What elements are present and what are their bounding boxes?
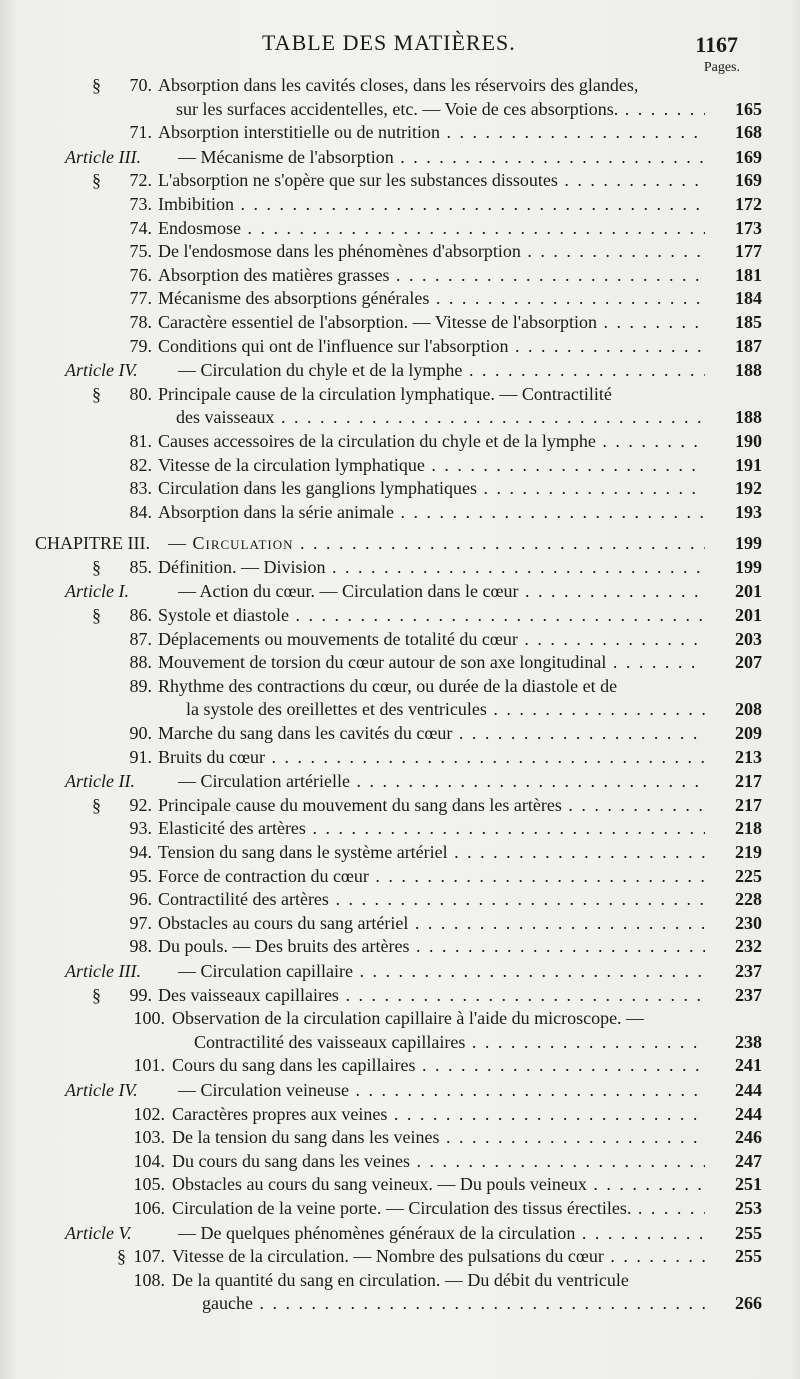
entry-number: 94. bbox=[129, 842, 152, 862]
entry-page: 251 bbox=[735, 1174, 762, 1195]
entry-page: 173 bbox=[735, 217, 762, 238]
entry-number: 75. bbox=[129, 241, 152, 262]
entry-number: 79. bbox=[129, 335, 152, 356]
entry-title: sur les surfaces accidentelles, etc. — Voie de ces absorptions. . . . bbox=[176, 98, 705, 122]
entry-number: 107. bbox=[133, 1246, 165, 1267]
entry-page: 230 bbox=[735, 912, 762, 933]
chapter-label: CHAPITRE III. bbox=[35, 533, 150, 554]
entry-number: 91. bbox=[129, 746, 152, 767]
entry-page: 207 bbox=[735, 652, 762, 673]
entry-number: 103. bbox=[133, 1127, 165, 1148]
pages-column-label: Pages. bbox=[703, 60, 740, 75]
page-header bbox=[0, 30, 800, 60]
toc-entry bbox=[0, 675, 800, 699]
toc-entry bbox=[0, 604, 800, 628]
toc-entry bbox=[0, 430, 800, 454]
section-sign: § bbox=[92, 75, 101, 95]
entry-page: 192 bbox=[735, 478, 762, 499]
entry-title: la systole des oreillettes et des ventricules . . . bbox=[186, 698, 705, 722]
toc-entry bbox=[0, 556, 800, 580]
toc-entry bbox=[0, 217, 800, 241]
entry-title: — Mécanisme de l'absorption . . . bbox=[178, 146, 705, 170]
entry-page: 193 bbox=[735, 501, 762, 522]
entry-page: 177 bbox=[735, 241, 762, 262]
toc-entry bbox=[0, 698, 800, 722]
section-sign: § bbox=[92, 383, 101, 404]
toc-entry bbox=[0, 912, 800, 936]
entry-title: Caractère essentiel de l'absorption. — Vitesse de l'absorption . . . bbox=[158, 311, 705, 335]
toc-entry bbox=[0, 1007, 800, 1031]
toc-entry bbox=[0, 193, 800, 217]
section-sign: § bbox=[117, 1246, 126, 1267]
entry-page: 244 bbox=[735, 1079, 762, 1100]
section-sign: § bbox=[92, 556, 101, 577]
toc-entry bbox=[0, 146, 800, 170]
toc-entry bbox=[0, 1222, 800, 1246]
entry-number: 95. bbox=[129, 865, 152, 886]
entry-title: Force de contraction du cœur . . . bbox=[158, 865, 705, 889]
entry-number: 81. bbox=[129, 430, 152, 451]
toc-entry bbox=[0, 746, 800, 770]
entry-number: 92. bbox=[129, 794, 152, 815]
entry-number: 93. bbox=[129, 818, 152, 839]
toc-entry bbox=[0, 1031, 800, 1055]
entry-number: 83. bbox=[129, 478, 152, 499]
toc-entry bbox=[0, 532, 800, 556]
article-label: Article IV. bbox=[65, 360, 138, 381]
entry-title: Principale cause de la circulation lymphatique. — Contractilité bbox=[158, 383, 612, 404]
entry-number: 86. bbox=[129, 605, 152, 626]
entry-page: 203 bbox=[735, 628, 762, 649]
entry-title: Marche du sang dans les cavités du cœur . . . bbox=[158, 722, 705, 746]
toc-entry bbox=[0, 359, 800, 383]
entry-title: Circulation dans les ganglions lymphatiques . . . bbox=[158, 477, 705, 501]
entry-page: 199 bbox=[735, 533, 762, 554]
entry-number: 100. bbox=[133, 1008, 165, 1029]
toc-entry bbox=[0, 722, 800, 746]
entry-page: 228 bbox=[735, 889, 762, 910]
entry-title: De l'endosmose dans les phénomènes d'absorption . . . bbox=[158, 240, 705, 264]
section-sign: § bbox=[92, 170, 101, 191]
entry-page: 255 bbox=[735, 1222, 762, 1243]
article-label: Article III. bbox=[65, 146, 141, 167]
toc-entry bbox=[0, 1269, 800, 1293]
toc-entry bbox=[0, 240, 800, 264]
entry-page: 266 bbox=[735, 1293, 762, 1314]
section-sign: § bbox=[92, 984, 101, 1005]
entry-title: gauche . . . bbox=[202, 1292, 705, 1316]
toc-entry bbox=[0, 1079, 800, 1103]
article-label: Article V. bbox=[65, 1222, 132, 1243]
entry-number: 73. bbox=[129, 193, 152, 214]
entry-title: — De quelques phénomènes généraux de la circulation . . . bbox=[178, 1222, 705, 1246]
entry-number: 82. bbox=[129, 454, 152, 475]
entry-page: 237 bbox=[735, 960, 762, 981]
entry-page: 217 bbox=[735, 794, 762, 815]
entry-page: 218 bbox=[735, 818, 762, 839]
toc-entry bbox=[0, 1245, 800, 1269]
toc-entry bbox=[0, 1292, 800, 1316]
page-number: 1167 bbox=[695, 32, 738, 57]
toc-entry bbox=[0, 335, 800, 359]
toc-entry bbox=[0, 770, 800, 794]
entry-number: 88. bbox=[129, 652, 152, 673]
entry-title: — Circulation veineuse . . . bbox=[178, 1079, 705, 1103]
entry-title: Du pouls. — Des bruits des artères . . . bbox=[158, 935, 705, 959]
entry-title: Des vaisseaux capillaires . . . bbox=[158, 984, 705, 1008]
entry-page: 232 bbox=[735, 936, 762, 957]
entry-number: 74. bbox=[129, 217, 152, 238]
toc-entry bbox=[0, 841, 800, 865]
entry-number: 102. bbox=[133, 1103, 165, 1124]
toc-entry bbox=[0, 888, 800, 912]
entry-number: 71. bbox=[129, 122, 152, 143]
toc-entry bbox=[0, 580, 800, 604]
entry-title: Mécanisme des absorptions générales . . . bbox=[158, 287, 705, 311]
entry-number: 96. bbox=[129, 889, 152, 910]
toc-entry bbox=[0, 1054, 800, 1078]
toc-entry bbox=[0, 264, 800, 288]
entry-number: 78. bbox=[129, 311, 152, 332]
entry-page: 165 bbox=[735, 98, 762, 119]
entry-page: 169 bbox=[735, 170, 762, 191]
toc-entry bbox=[0, 1126, 800, 1150]
entry-page: 181 bbox=[735, 264, 762, 285]
entry-page: 187 bbox=[735, 335, 762, 356]
entry-number: 104. bbox=[133, 1150, 165, 1171]
entry-page: 188 bbox=[735, 360, 762, 381]
entry-title: Principale cause du mouvement du sang dans les artères . . . bbox=[158, 794, 705, 818]
entry-title: Causes accessoires de la circulation du chyle et de la lymphe . . . bbox=[158, 430, 705, 454]
article-label: Article II. bbox=[65, 771, 135, 792]
entry-title: Observation de la circulation capillaire à l'aide du microscope. — bbox=[172, 1008, 645, 1029]
toc-entry bbox=[0, 406, 800, 430]
entry-title: L'absorption ne s'opère que sur les substances dissoutes . . . bbox=[158, 169, 705, 193]
entry-page: 169 bbox=[735, 146, 762, 167]
entry-number: 87. bbox=[129, 628, 152, 649]
toc-entry bbox=[0, 960, 800, 984]
entry-title: De la quantité du sang en circulation. — Du débit du ventricule bbox=[172, 1269, 629, 1290]
entry-title: Contractilité des artères . . . bbox=[158, 888, 705, 912]
entry-page: 253 bbox=[735, 1197, 762, 1218]
section-sign: § bbox=[92, 605, 101, 626]
entry-page: 185 bbox=[735, 311, 762, 332]
entry-page: 241 bbox=[735, 1055, 762, 1076]
entry-page: 184 bbox=[735, 288, 762, 309]
entry-page: 188 bbox=[735, 407, 762, 428]
toc-entry bbox=[0, 817, 800, 841]
entry-number: 77. bbox=[129, 288, 152, 309]
toc-entry bbox=[0, 501, 800, 525]
entry-page: 255 bbox=[735, 1246, 762, 1267]
article-label: Article III. bbox=[65, 960, 141, 981]
entry-title: — Action du cœur. — Circulation dans le cœur . . . bbox=[178, 580, 705, 604]
toc-entry bbox=[0, 121, 800, 145]
entry-title: Cours du sang dans les capillaires . . . bbox=[172, 1054, 705, 1078]
entry-page: 191 bbox=[735, 454, 762, 475]
entry-title: Endosmose . . . bbox=[158, 217, 705, 241]
entry-number: 98. bbox=[129, 936, 152, 957]
entry-number: 70. bbox=[129, 75, 152, 95]
article-label: Article I. bbox=[65, 581, 129, 602]
entry-title: Vitesse de la circulation lymphatique . . . bbox=[158, 454, 705, 478]
toc-entry bbox=[0, 287, 800, 311]
entry-page: 199 bbox=[735, 556, 762, 577]
entry-title: Rhythme des contractions du cœur, ou durée de la diastole et de bbox=[158, 675, 618, 696]
entry-title: Contractilité des vaisseaux capillaires . . . bbox=[194, 1031, 705, 1055]
entry-title: Bruits du cœur . . . bbox=[158, 746, 705, 770]
entry-title: Absorption dans la série animale . . . bbox=[158, 501, 705, 525]
entry-page: 237 bbox=[735, 984, 762, 1005]
entry-page: 209 bbox=[735, 723, 762, 744]
toc-entry bbox=[0, 454, 800, 478]
entry-title: Absorption interstitielle ou de nutrition . . . bbox=[158, 121, 705, 145]
entry-title: — Circulation . . . bbox=[168, 532, 705, 556]
entry-number: 108. bbox=[133, 1269, 165, 1290]
entry-page: 246 bbox=[735, 1127, 762, 1148]
entry-page: 225 bbox=[735, 865, 762, 886]
entry-page: 208 bbox=[735, 699, 762, 720]
toc-entry bbox=[0, 628, 800, 652]
toc-entry bbox=[0, 794, 800, 818]
entry-title: Mouvement de torsion du cœur autour de son axe longitudinal . . . bbox=[158, 651, 705, 675]
entry-page: 213 bbox=[735, 746, 762, 767]
entry-number: 72. bbox=[129, 170, 152, 191]
entry-number: 89. bbox=[129, 675, 152, 696]
entry-page: 217 bbox=[735, 771, 762, 792]
entry-title: des vaisseaux . . . bbox=[176, 406, 705, 430]
entry-number: 97. bbox=[129, 912, 152, 933]
entry-title: De la tension du sang dans les veines . . . bbox=[172, 1126, 705, 1150]
toc-entry bbox=[0, 865, 800, 889]
entry-number: 90. bbox=[129, 723, 152, 744]
entry-title: Définition. — Division . . . bbox=[158, 556, 705, 580]
entry-title: Absorption dans les cavités closes, dans les réservoirs des glandes, bbox=[158, 75, 639, 95]
toc-entry bbox=[0, 935, 800, 959]
toc-entry bbox=[0, 169, 800, 193]
entry-number: 80. bbox=[129, 383, 152, 404]
entry-title: Tension du sang dans le système artériel . . . bbox=[158, 841, 705, 865]
entry-number: 76. bbox=[129, 264, 152, 285]
entry-page: 219 bbox=[735, 842, 762, 862]
article-label: Article IV. bbox=[65, 1079, 138, 1100]
entry-title: Vitesse de la circulation. — Nombre des pulsations du cœur . . . bbox=[172, 1245, 705, 1269]
entry-title: Obstacles au cours du sang artériel . . . bbox=[158, 912, 705, 936]
entry-number: 99. bbox=[129, 984, 152, 1005]
toc-entry bbox=[0, 1103, 800, 1127]
toc-entry bbox=[0, 1197, 800, 1221]
entry-title: — Circulation capillaire . . . bbox=[178, 960, 705, 984]
entry-title: Circulation de la veine porte. — Circulation des tissus érectiles. . . . bbox=[172, 1197, 705, 1221]
entry-title: Imbibition . . . bbox=[158, 193, 705, 217]
entry-title: Elasticité des artères . . . bbox=[158, 817, 705, 841]
entry-title: Déplacements ou mouvements de totalité du cœur . . . bbox=[158, 628, 705, 652]
entry-title: — Circulation du chyle et de la lymphe . . . bbox=[178, 359, 705, 383]
toc-entry bbox=[0, 651, 800, 675]
entry-title: — Circulation artérielle . . . bbox=[178, 770, 705, 794]
section-sign: § bbox=[92, 794, 101, 815]
toc-entry bbox=[0, 311, 800, 335]
entry-title: Du cours du sang dans les veines . . . bbox=[172, 1150, 705, 1174]
entry-title: Systole et diastole . . . bbox=[158, 604, 705, 628]
toc-entry bbox=[0, 74, 800, 98]
entry-page: 168 bbox=[735, 122, 762, 143]
toc-entry bbox=[0, 984, 800, 1008]
entry-page: 247 bbox=[735, 1150, 762, 1171]
entry-page: 190 bbox=[735, 430, 762, 451]
entry-number: 105. bbox=[133, 1174, 165, 1195]
entry-page: 172 bbox=[735, 193, 762, 214]
toc-entry bbox=[0, 383, 800, 407]
toc-entry bbox=[0, 1173, 800, 1197]
toc-entry bbox=[0, 1150, 800, 1174]
entry-title: Absorption des matières grasses . . . bbox=[158, 264, 705, 288]
entry-title: Conditions qui ont de l'influence sur l'absorption . . . bbox=[158, 335, 705, 359]
entry-page: 201 bbox=[735, 581, 762, 602]
entry-number: 85. bbox=[129, 556, 152, 577]
entry-number: 106. bbox=[133, 1197, 165, 1218]
entry-number: 84. bbox=[129, 501, 152, 522]
entry-page: 201 bbox=[735, 605, 762, 626]
entry-number: 101. bbox=[133, 1055, 165, 1076]
running-title: TABLE DES MATIÈRES. bbox=[262, 30, 516, 55]
entry-title: Obstacles au cours du sang veineux. — Du pouls veineux . . . bbox=[172, 1173, 705, 1197]
table-of-contents bbox=[0, 74, 800, 1316]
entry-page: 238 bbox=[735, 1031, 762, 1052]
entry-page: 244 bbox=[735, 1103, 762, 1124]
toc-entry bbox=[0, 98, 800, 122]
entry-title: Caractères propres aux veines . . . bbox=[172, 1103, 705, 1127]
toc-entry bbox=[0, 477, 800, 501]
